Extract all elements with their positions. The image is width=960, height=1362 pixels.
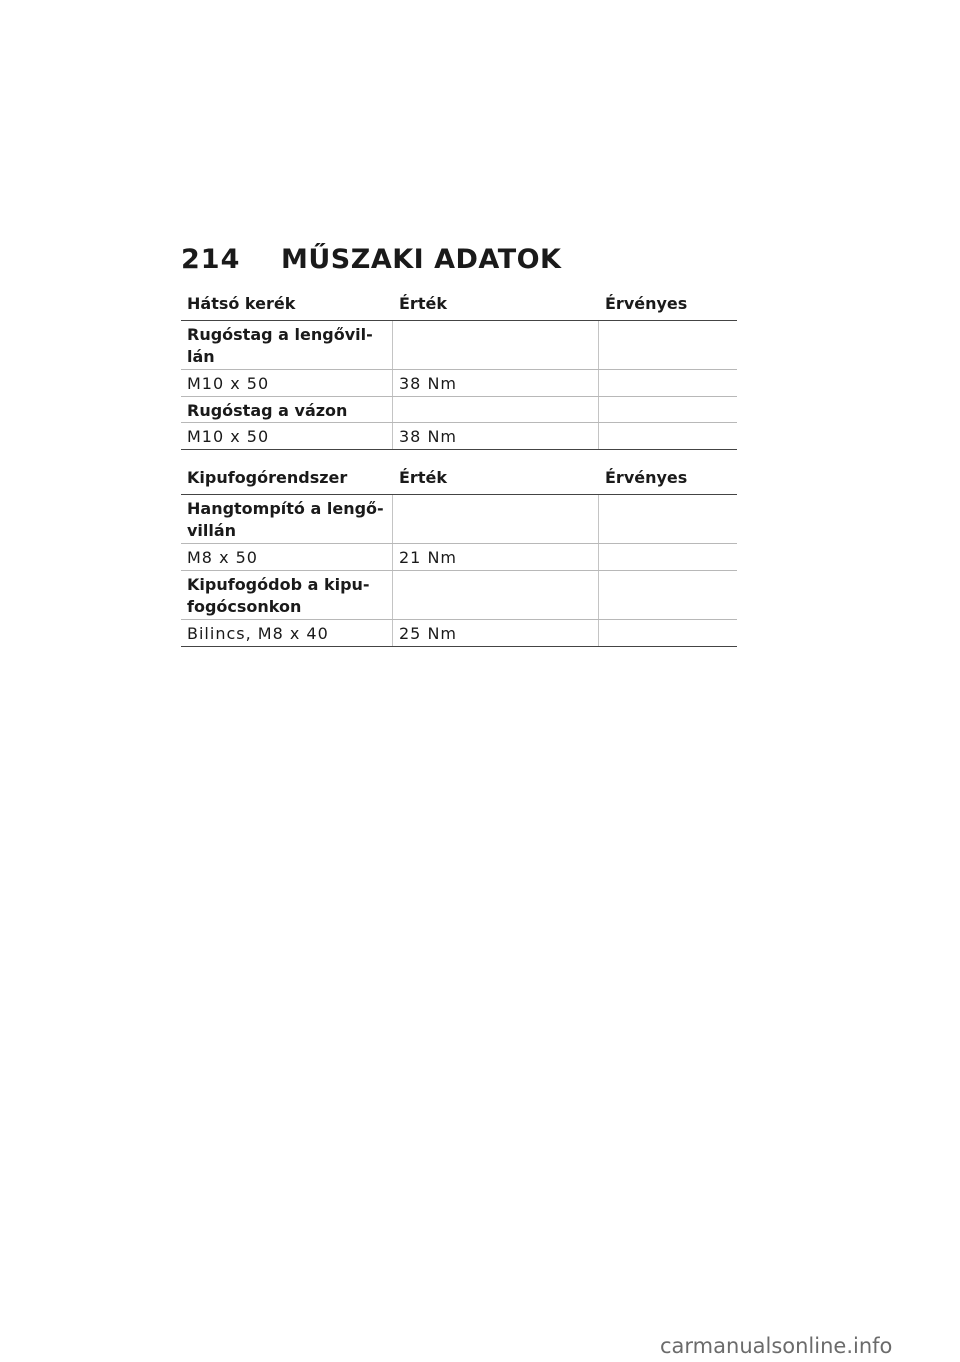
row-label — [181, 321, 392, 369]
table-row — [181, 544, 737, 571]
row-label — [181, 571, 392, 619]
label-line-2: fogócsonkon — [187, 597, 302, 616]
row-value — [392, 397, 598, 422]
row-label — [181, 495, 392, 543]
row-label: M8 x 50 — [187, 548, 258, 567]
row-label: M10 x 50 — [187, 427, 270, 446]
exhaust-torque-table — [181, 460, 737, 647]
label-line-2: lán — [187, 347, 215, 366]
table-header-row — [181, 460, 737, 495]
column-header-component: Hátsó kerék — [187, 294, 296, 313]
row-value — [392, 321, 598, 369]
row-label: Bilincs, M8 x 40 — [187, 624, 329, 643]
row-valid — [598, 423, 737, 449]
column-header-valid: Érvényes — [605, 468, 688, 487]
row-value: 21 Nm — [392, 544, 598, 570]
row-label: M10 x 50 — [187, 374, 270, 393]
column-header-valid: Érvényes — [605, 294, 688, 313]
rear-wheel-torque-table — [181, 290, 737, 450]
label-line-1: Rugóstag a lengővil- — [187, 325, 373, 344]
row-valid — [598, 370, 737, 396]
table-header-row — [181, 290, 737, 321]
row-valid — [598, 495, 737, 543]
page-title: MŰSZAKI ADATOK — [281, 244, 562, 275]
row-label: Rugóstag a vázon — [187, 401, 348, 420]
table-row — [181, 423, 737, 450]
row-valid — [598, 620, 737, 646]
table-row — [181, 397, 737, 423]
row-valid — [598, 321, 737, 369]
row-valid — [598, 544, 737, 570]
row-valid — [598, 571, 737, 619]
row-value: 38 Nm — [392, 423, 598, 449]
table-row — [181, 620, 737, 647]
row-value — [392, 495, 598, 543]
column-header-value: Érték — [399, 468, 447, 487]
row-value: 25 Nm — [392, 620, 598, 646]
row-value: 38 Nm — [392, 370, 598, 396]
label-line-2: villán — [187, 521, 237, 540]
column-header-value: Érték — [399, 294, 447, 313]
table-row — [181, 571, 737, 620]
label-line-1: Hangtompító a lengő- — [187, 499, 384, 518]
table-row — [181, 321, 737, 370]
column-header-component: Kipufogórendszer — [187, 468, 348, 487]
table-row — [181, 370, 737, 397]
table-row — [181, 495, 737, 544]
watermark: carmanualsonline.info — [660, 1334, 893, 1358]
row-value — [392, 571, 598, 619]
row-valid — [598, 397, 737, 422]
page-number: 214 — [181, 244, 241, 275]
label-line-1: Kipufogódob a kipu- — [187, 575, 370, 594]
